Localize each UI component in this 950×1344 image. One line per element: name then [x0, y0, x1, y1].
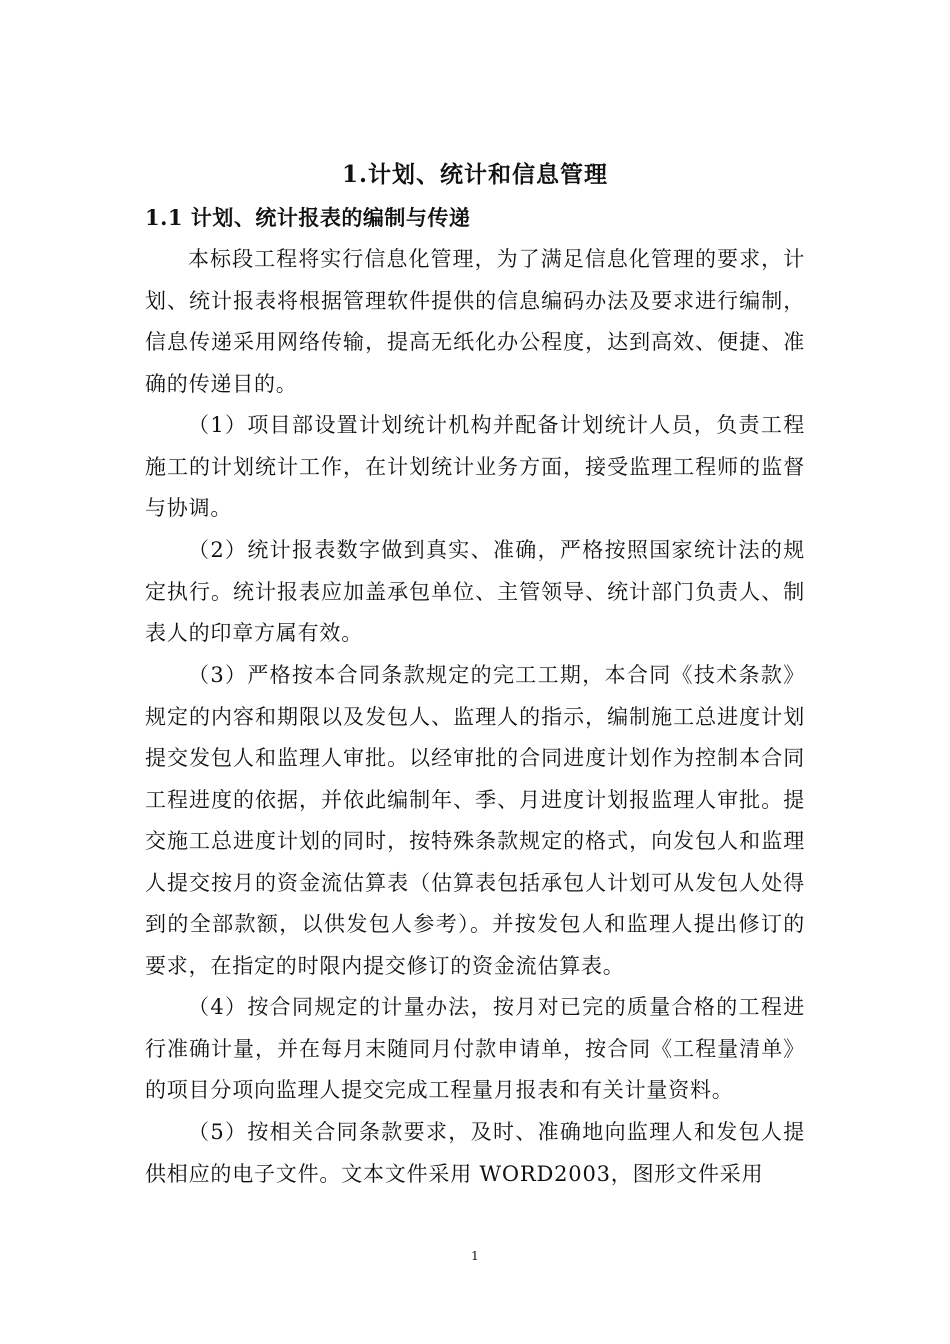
page-number: 1 [471, 1249, 479, 1263]
paragraph-item-4: （4）按合同规定的计量办法，按月对已完的质量合格的工程进行准确计量，并在每月末随同月付款申请单，按合同《工程量清单》的项目分项向监理人提交完成工程量月报表和有关计量资料。 [145, 995, 805, 1102]
paragraph-item-1: （1）项目部设置计划统计机构并配备计划统计人员，负责工程施工的计划统计工作，在计划统计业务方面，接受监理工程师的监督与协调。 [145, 413, 805, 520]
paragraph-item-3: （3）严格按本合同条款规定的完工工期，本合同《技术条款》规定的内容和期限以及发包人、监理人的指示，编制施工总进度计划提交发包人和监理人审批。以经审批的合同进度计划作为控制本合同工程进度的依据，并依此编制年、季、月进度计划报监理人审批。提交施工总进度计划的同时，按特殊条款规定的格式，向发包人和监理人提交按月的资金流估算表（估算表包括承包人计划可从发包人处得到的全部款额，以供发包人参考）。并按发包人和监理人提出修订的要求，在指定的时限内提交修订的资金流估算表。 [145, 663, 805, 978]
paragraph-item-2: （2）统计报表数字做到真实、准确，严格按照国家统计法的规定执行。统计报表应加盖承包单位、主管领导、统计部门负责人、制表人的印章方属有效。 [145, 538, 805, 645]
section-heading: 1.1 计划、统计报表的编制与传递 [145, 205, 471, 230]
paragraph-item-5: （5）按相关合同条款要求，及时、准确地向监理人和发包人提供相应的电子文件。文本文件采用 WORD2003，图形文件采用 [145, 1120, 805, 1186]
paragraph-intro: 本标段工程将实行信息化管理，为了满足信息化管理的要求，计划、统计报表将根据管理软件提供的信息编码办法及要求进行编制，信息传递采用网络传输，提高无纸化办公程度，达到高效、便捷、准确的传递目的。 [145, 247, 805, 396]
document-title: 1.计划、统计和信息管理 [341, 161, 608, 188]
